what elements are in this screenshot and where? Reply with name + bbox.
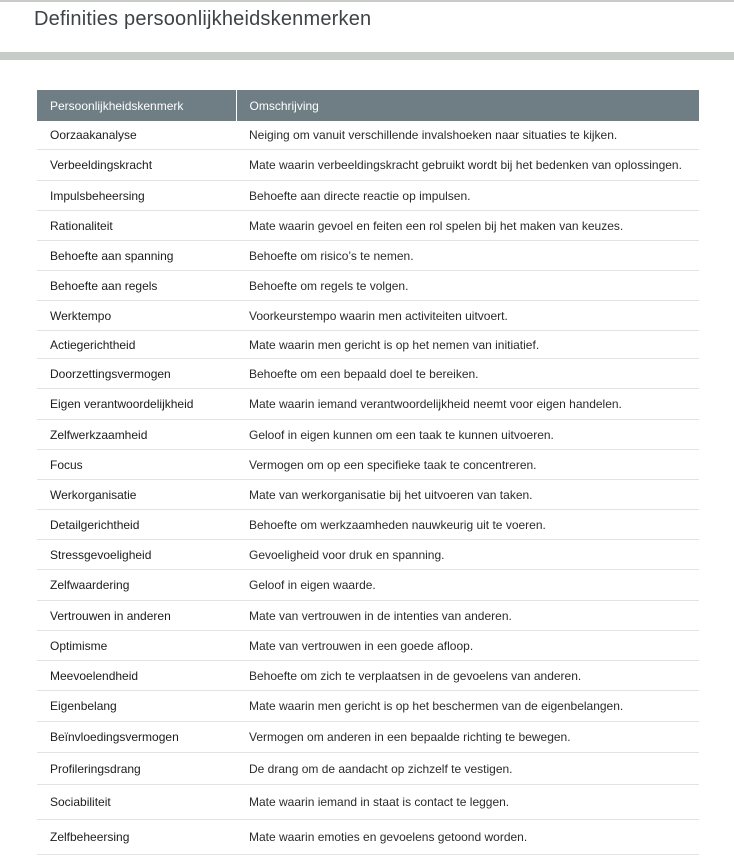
row-description: Behoefte om werkzaamheden nauwkeurig uit te voeren. [236,510,699,540]
row-term: Meevoelendheid [37,661,236,691]
row-term: Verbeeldingskracht [37,150,236,181]
row-term: Werktempo [37,301,236,331]
row-term: Rationaliteit [37,211,236,241]
table-row [37,540,699,570]
table-row [37,359,699,389]
page-title: Definities persoonlijkheidskenmerken [34,8,372,30]
row-description: Geloof in eigen waarde. [236,570,699,601]
table-row [37,722,699,753]
row-description: Mate van vertrouwen in een goede afloop. [236,631,699,661]
row-term: Doorzettingsvermogen [37,359,236,389]
table-row [37,181,699,211]
table-row [37,389,699,420]
table-row [37,450,699,480]
row-term: Zelfbeheersing [37,820,236,855]
table-row [37,480,699,510]
table-row [37,820,699,855]
row-description: Mate waarin emoties en gevoelens getoond worden. [236,820,699,855]
row-term: Impulsbeheersing [37,181,236,211]
row-term: Sociabiliteit [37,785,236,820]
row-description: Mate van werkorganisatie bij het uitvoeren van taken. [236,480,699,510]
row-term: Werkorganisatie [37,480,236,510]
row-term: Stressgevoeligheid [37,540,236,570]
row-term: Behoefte aan regels [37,271,236,301]
table-row [37,691,699,722]
row-description: Mate waarin iemand in staat is contact te leggen. [236,785,699,820]
row-description: Geloof in eigen kunnen om een taak te kunnen uitvoeren. [236,420,699,450]
row-term: Eigen verantwoordelijkheid [37,389,236,420]
table-row [37,211,699,241]
table-row [37,420,699,450]
row-term: Detailgerichtheid [37,510,236,540]
row-term: Oorzaakanalyse [37,121,236,150]
row-description: De drang om de aandacht op zichzelf te vestigen. [236,753,699,785]
row-term: Optimisme [37,631,236,661]
row-description: Mate waarin iemand verantwoordelijkheid neemt voor eigen handelen. [236,389,699,420]
row-description: Mate waarin gevoel en feiten een rol spelen bij het maken van keuzes. [236,211,699,241]
top-divider [0,0,734,2]
row-term: Zelfwerkzaamheid [37,420,236,450]
row-description: Vermogen om anderen in een bepaalde richting te bewegen. [236,722,699,753]
row-term: Behoefte aan spanning [37,241,236,271]
row-description: Behoefte om risico’s te nemen. [236,241,699,271]
row-term: Zelfwaardering [37,570,236,601]
column-header-description: Omschrijving [236,90,699,121]
table-row [37,753,699,785]
table-row [37,301,699,331]
definitions-table [37,90,699,855]
row-term: Actiegerichtheid [37,331,236,359]
row-term: Eigenbelang [37,691,236,722]
row-description: Behoefte om een bepaald doel te bereiken. [236,359,699,389]
row-description: Mate van vertrouwen in de intenties van anderen. [236,601,699,631]
row-description: Behoefte aan directe reactie op impulsen. [236,181,699,211]
row-description: Voorkeurstempo waarin men activiteiten uitvoert. [236,301,699,331]
table-body [37,121,699,855]
table-row [37,631,699,661]
row-description: Vermogen om op een specifieke taak te concentreren. [236,450,699,480]
table-row [37,271,699,301]
table-header [37,90,699,121]
row-term: Profileringsdrang [37,753,236,785]
title-underline-band [0,52,734,60]
table-row [37,570,699,601]
table-row [37,150,699,181]
column-header-term: Persoonlijkheidskenmerk [37,90,236,121]
row-term: Vertrouwen in anderen [37,601,236,631]
row-description: Neiging om vanuit verschillende invalshoeken naar situaties te kijken. [236,121,699,150]
table-row [37,601,699,631]
table-header-row [37,90,699,121]
table-row [37,510,699,540]
row-description: Mate waarin men gericht is op het nemen van initiatief. [236,331,699,359]
table-row [37,241,699,271]
table-row [37,661,699,691]
row-term: Beïnvloedingsvermogen [37,722,236,753]
table-row [37,785,699,820]
row-description: Gevoeligheid voor druk en spanning. [236,540,699,570]
row-term: Focus [37,450,236,480]
row-description: Mate waarin men gericht is op het beschermen van de eigenbelangen. [236,691,699,722]
table-row [37,331,699,359]
row-description: Behoefte om zich te verplaatsen in de gevoelens van anderen. [236,661,699,691]
table-row [37,121,699,150]
row-description: Behoefte om regels te volgen. [236,271,699,301]
row-description: Mate waarin verbeeldingskracht gebruikt wordt bij het bedenken van oplossingen. [236,150,699,181]
